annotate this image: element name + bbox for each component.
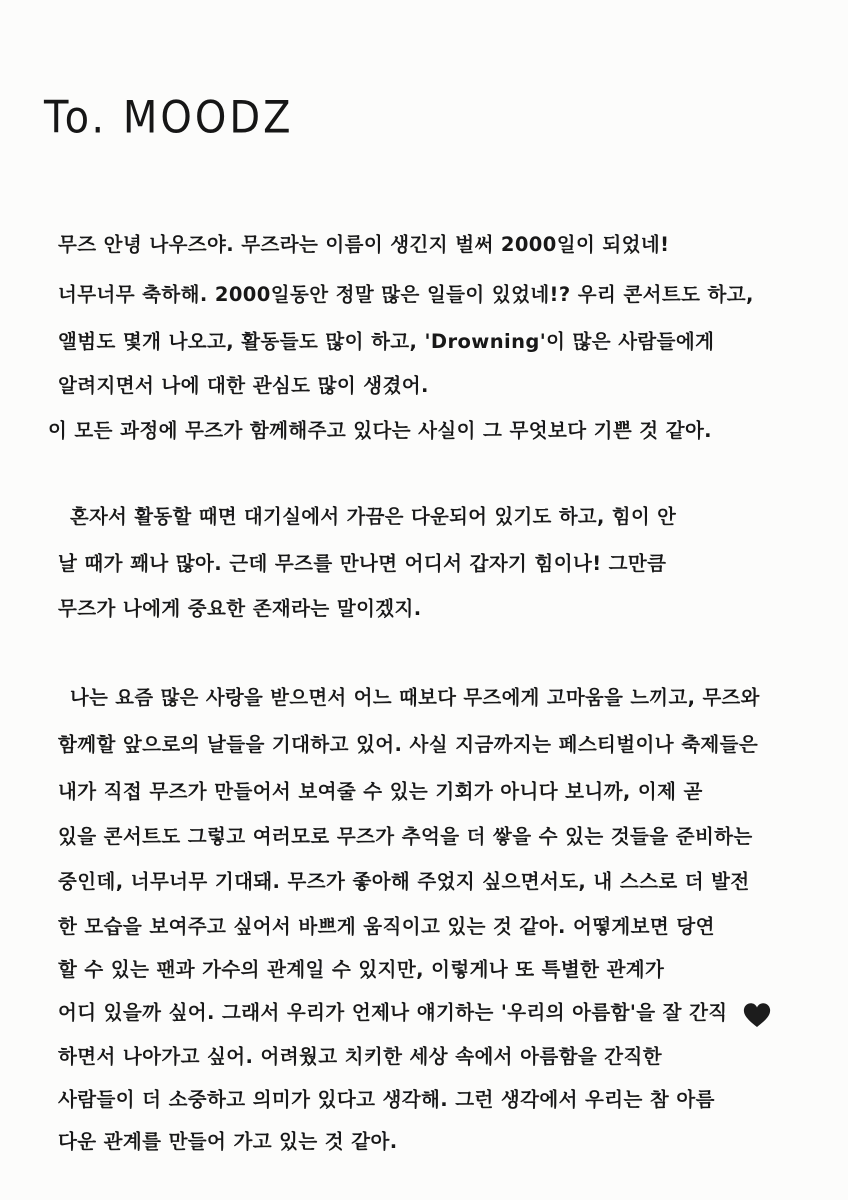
paragraph-3-line-5: 중인데, 너무너무 기대돼. 무즈가 좋아해 주었지 싶으면서도, 내 스스로 더 발전	[58, 870, 750, 893]
paragraph-1-line-5: 이 모든 과정에 무즈가 함께해주고 있다는 사실이 그 무엇보다 기쁜 것 같아.	[48, 419, 712, 442]
paragraph-3-line-6: 한 모습을 보여주고 싶어서 바쁘게 움직이고 있는 것 같아. 어떻게보면 당연	[58, 915, 715, 938]
paragraph-3-line-7: 할 수 있는 팬과 가수의 관계일 수 있지만, 이렇게나 또 특별한 관계가	[58, 958, 665, 981]
paragraph-3-line-10: 사람들이 더 소중하고 의미가 있다고 생각해. 그런 생각에서 우리는 참 아름	[58, 1088, 715, 1111]
paragraph-2-line-2: 날 때가 꽤나 많아. 근데 무즈를 만나면 어디서 갑자기 힘이나! 그만큼	[58, 552, 667, 575]
paragraph-1-line-2: 너무너무 축하해. 2000일동안 정말 많은 일들이 있었네!? 우리 콘서트도 하고,	[58, 283, 754, 306]
paragraph-3-line-2: 함께할 앞으로의 날들을 기대하고 있어. 사실 지금까지는 페스티벌이나 축제들은	[58, 733, 759, 756]
heart-icon	[742, 1001, 772, 1029]
paragraph-1-line-4: 알려지면서 나에 대한 관심도 많이 생겼어.	[58, 374, 429, 397]
paragraph-3-line-8: 어디 있을까 싶어. 그래서 우리가 언제나 얘기하는 '우리의 아름함'을 잘 간직	[58, 1001, 728, 1024]
paragraph-3-line-4: 있을 콘서트도 그렇고 여러모로 무즈가 추억을 더 쌓을 수 있는 것들을 준비하는	[58, 825, 753, 848]
paragraph-3-line-1: 나는 요즘 많은 사랑을 받으면서 어느 때보다 무즈에게 고마움을 느끼고, 무즈와	[70, 686, 760, 709]
paragraph-1-line-3: 앨범도 몇개 나오고, 활동들도 많이 하고, 'Drowning'이 많은 사람들에게	[58, 330, 715, 353]
paragraph-3-line-3: 내가 직접 무즈가 만들어서 보여줄 수 있는 기회가 아니다 보니까, 이제 곧	[58, 780, 703, 803]
paragraph-2-line-1: 혼자서 활동할 때면 대기실에서 가끔은 다운되어 있기도 하고, 힘이 안	[70, 505, 677, 528]
paragraph-3-line-9: 하면서 나아가고 싶어. 어려웠고 치키한 세상 속에서 아름함을 간직한	[58, 1045, 662, 1068]
paragraph-3-line-11: 다운 관계를 만들어 가고 있는 것 같아.	[58, 1130, 398, 1153]
letter-salutation: To. MOODZ	[44, 92, 294, 144]
paragraph-2-line-3: 무즈가 나에게 중요한 존재라는 말이겠지.	[58, 597, 422, 620]
paragraph-1-line-1: 무즈 안녕 나우즈야. 무즈라는 이름이 생긴지 벌써 2000일이 되었네!	[58, 233, 670, 256]
